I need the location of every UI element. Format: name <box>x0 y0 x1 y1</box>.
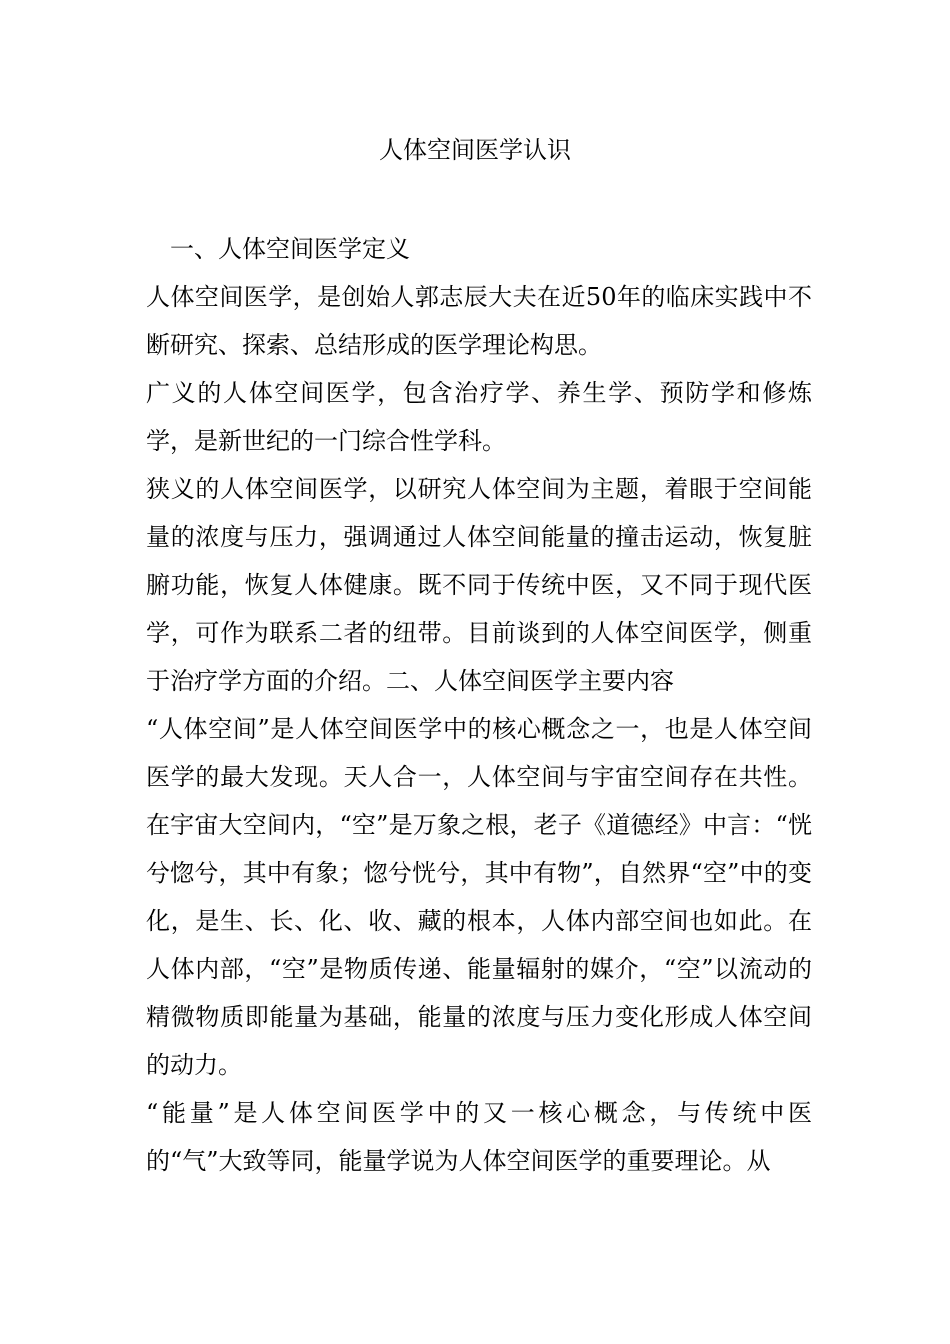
document-title: 人体空间医学认识 <box>379 136 571 164</box>
paragraph-narrow-definition: 狭义的人体空间医学，以研究人体空间为主题，着眼于空间能量的浓度与压力，强调通过人体空间能量的撞击运动，恢复脏腑功能，恢复人体健康。既不同于传统中医，又不同于现代医学，可作为联系二者的纽带。目前谈到的人体空间医学，侧重于治疗学方面的介绍。二、人体空间医学主要内容 <box>146 475 812 695</box>
paragraph-founder: 人体空间医学，是创始人郭志辰大夫在近50年的临床实践中不断研究、探索、总结形成的医学理论构思。 <box>146 283 812 359</box>
paragraph-broad-definition: 广义的人体空间医学，包含治疗学、养生学、预防学和修炼学，是新世纪的一门综合性学科。 <box>146 379 812 455</box>
paragraph-human-space: “人体空间”是人体空间医学中的核心概念之一，也是人体空间医学的最大发现。天人合一，人体空间与宇宙空间存在共性。在宇宙大空间内，“空”是万象之根，老子《道德经》中言：“恍兮惚兮，其中有象；惚兮恍兮，其中有物”，自然界“空”中的变化，是生、长、化、收、藏的根本，人体内部空间也如此。在人体内部，“空”是物质传递、能量辐射的媒介，“空”以流动的精微物质即能量为基础，能量的浓度与压力变化形成人体空间的动力。 <box>146 715 812 1079</box>
document-body <box>146 225 812 1185</box>
paragraph-energy: “能量”是人体空间医学中的又一核心概念，与传统中医的“气”大致等同，能量学说为人体空间医学的重要理论。从 <box>146 1099 812 1175</box>
section-heading-definition: 一、人体空间医学定义 <box>170 235 410 263</box>
